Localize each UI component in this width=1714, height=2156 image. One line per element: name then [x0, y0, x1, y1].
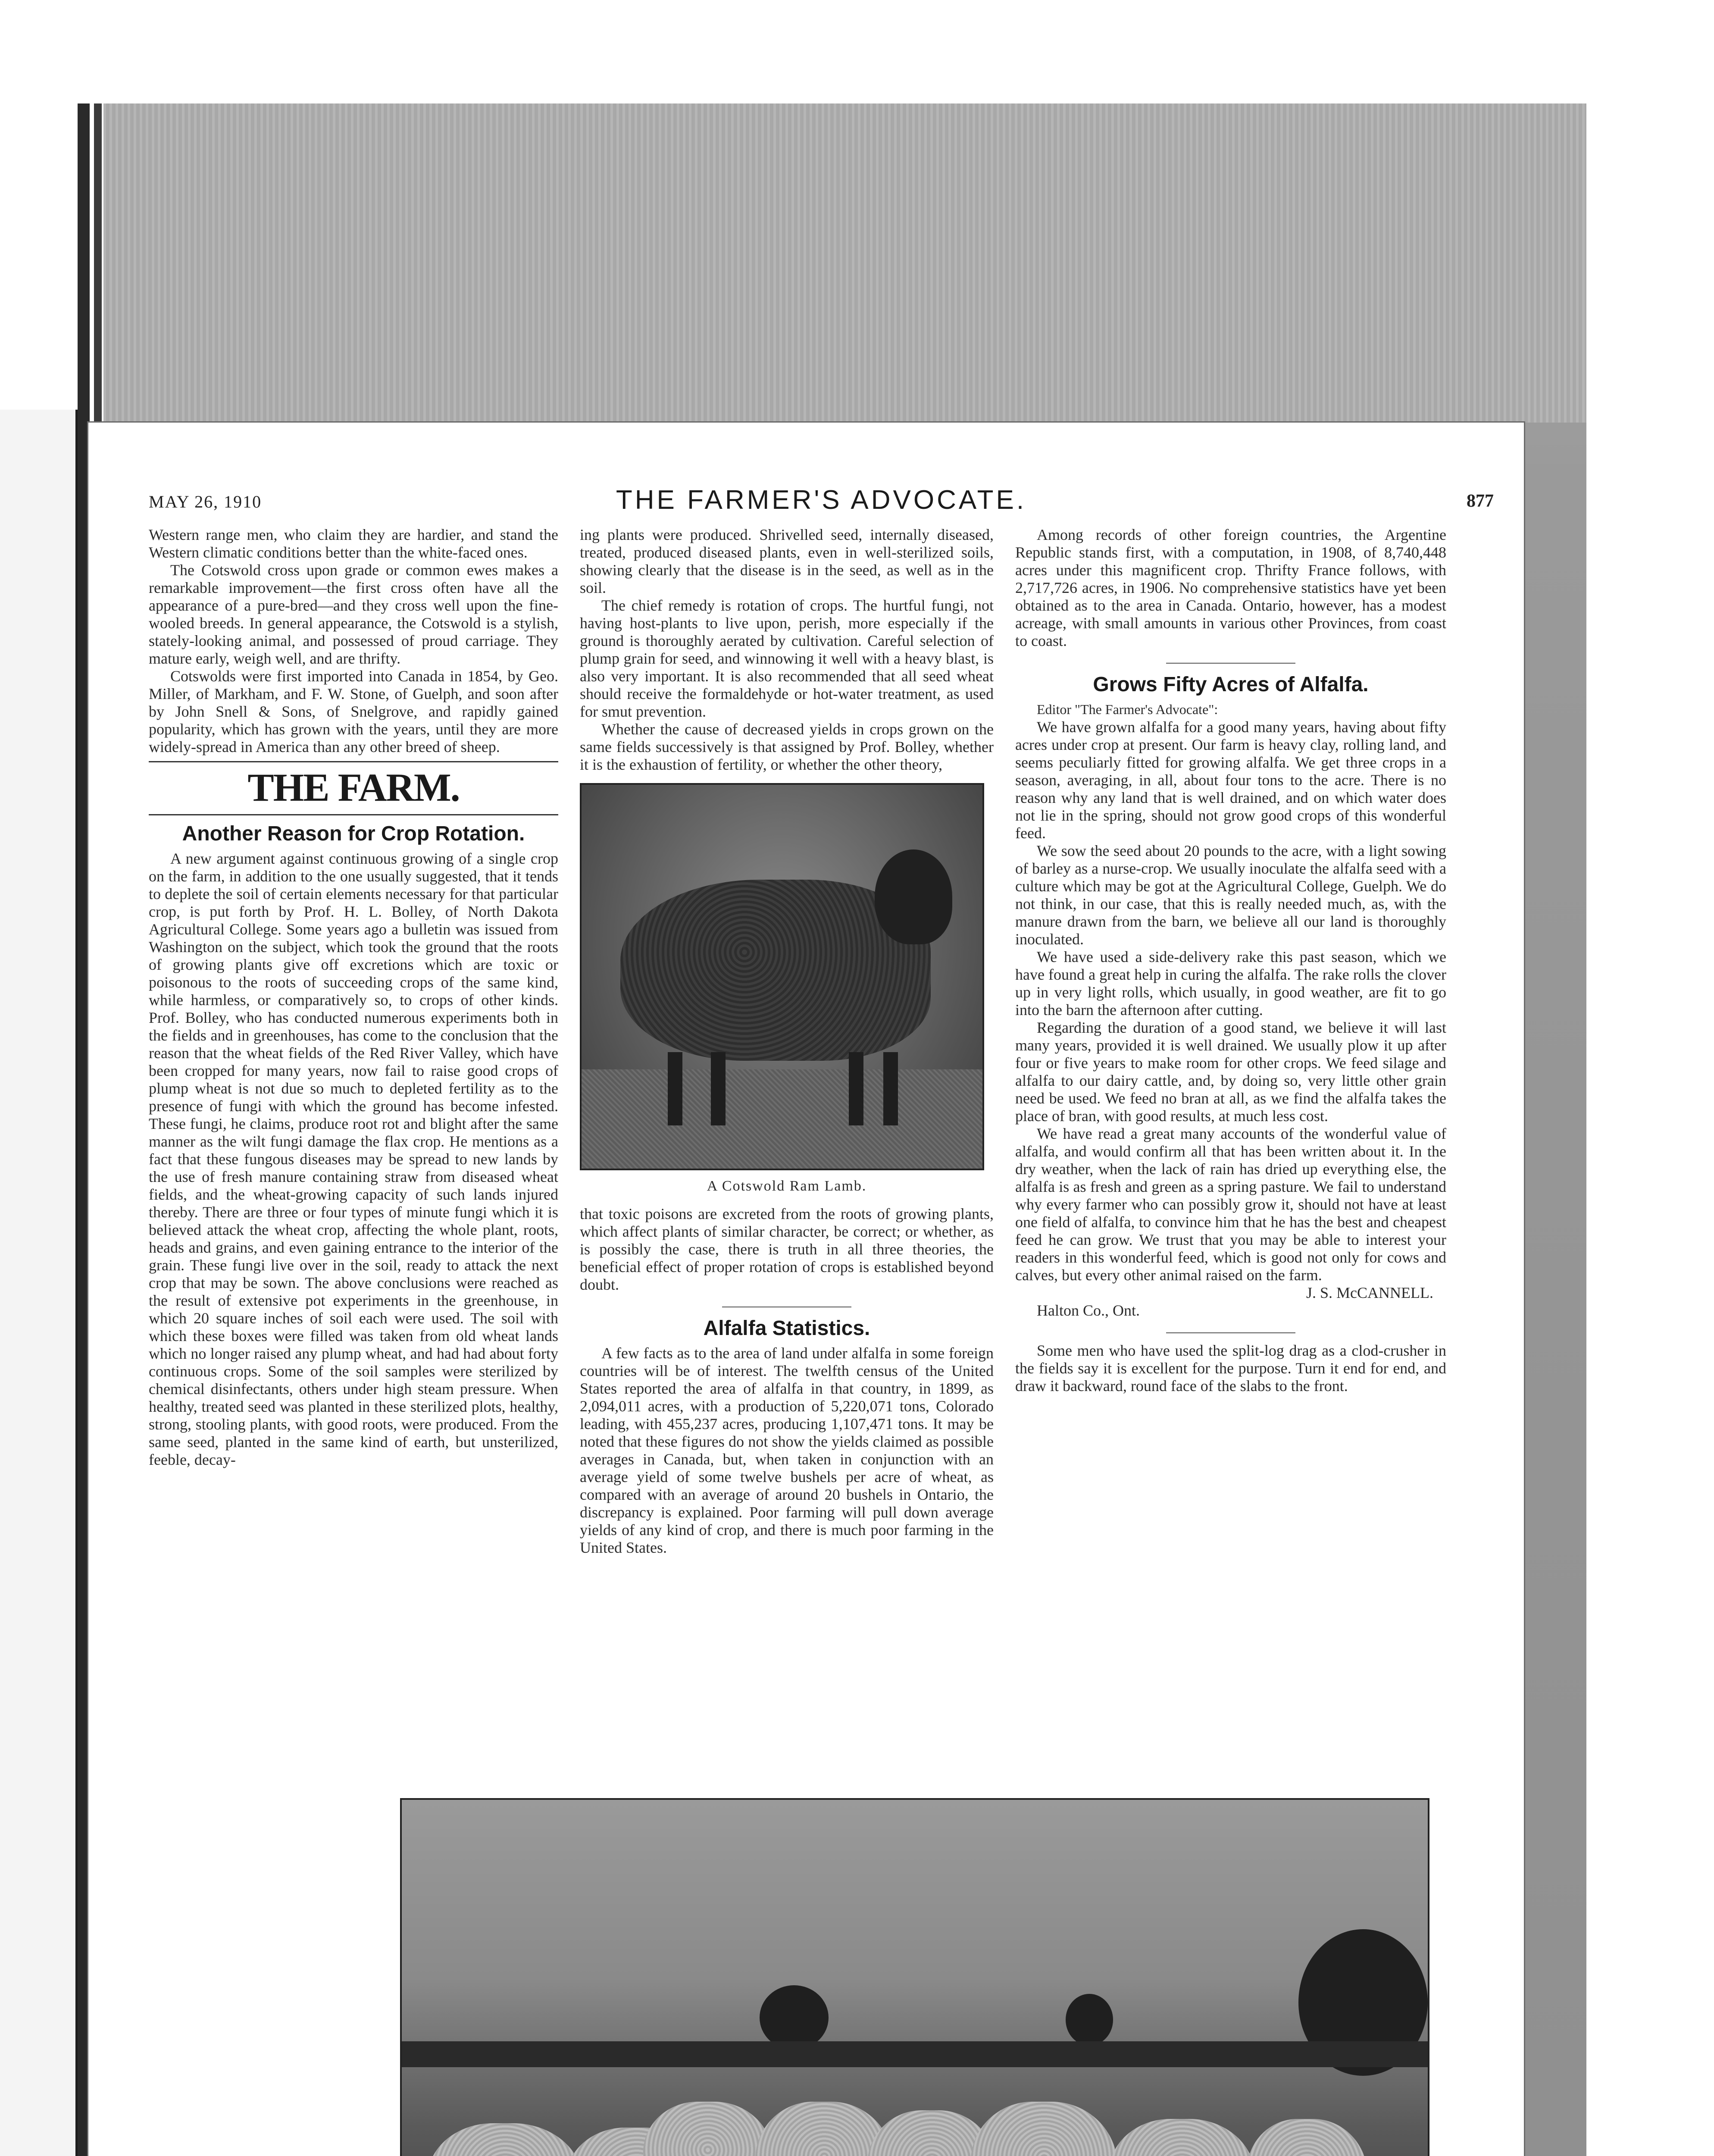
article-title: Alfalfa Statistics. — [703, 1317, 870, 1340]
article-title: Another Reason for Crop Rotation. — [182, 822, 525, 845]
photo-ground — [582, 1069, 982, 1169]
cotswold-ewes-picture — [400, 1798, 1429, 2156]
paragraph: Among records of other foreign countries, the Argentine Republic stands first, with a computation, in 1908, of 8,740,448 acres under this magnificent crop. Thrifty France follows, with 2,717,726 acres, in 1906. No comprehensive statistics have yet been obtained as to the area in Canada. Ontario, however, has a modest acreage, with small amounts in various other Provinces, from coast to coast. — [1015, 526, 1446, 649]
paragraph: We have grown alfalfa for a good many years, having about fifty acres under crop at present. Our farm is heavy clay, rolling land, and seems peculiarly fitted for growing alfalfa. We get three crops in a season, averaging, in all, about four tons to the acre. There is no reason why any land that is well drained, and on which water does not lie in the spring, should not grow good crops of this wonderful feed. — [1015, 718, 1446, 842]
tree — [760, 1985, 829, 2050]
ewes-figure — [400, 1798, 1426, 2156]
ram-leg — [883, 1052, 898, 1125]
ram-leg — [668, 1052, 682, 1125]
paragraph: The chief remedy is rotation of crops. The hurtful fungi, not having host-plants to live upon, perish, more especially if the ground is thoroughly aerated by cultivation. Careful selection of plump grain for seed, and winnowing it well with a heavy blast, is also very important. It is also recommended that all seed wheat should receive the formaldehyde or hot-water treatment, as used for smut prevention. — [580, 597, 994, 720]
running-head — [149, 487, 1494, 517]
section-rule — [149, 814, 558, 815]
facing-page-edge — [0, 410, 75, 2156]
signature-name: J. S. McCANNELL. — [1306, 1284, 1433, 1301]
publication-title: THE FARMER'S ADVOCATE. — [616, 485, 1027, 515]
paragraph: Whether the cause of decreased yields in crops grown on the same fields successively is that assigned by Prof. Bolley, whether it is the exhaustion of fertility, or whether the other theory, — [580, 721, 994, 773]
column-1 — [149, 526, 558, 1469]
page-number: 877 — [1467, 491, 1494, 511]
tree — [1066, 1994, 1113, 2046]
ram-leg — [849, 1052, 863, 1125]
signature-place: Halton Co., Ont. — [1037, 1302, 1140, 1319]
hedge — [402, 2041, 1428, 2067]
sheep — [1247, 2119, 1367, 2156]
issue-date: MAY 26, 1910 — [149, 492, 262, 511]
column-2 — [580, 526, 994, 1557]
article-divider — [1166, 663, 1295, 664]
sheep — [428, 2123, 583, 2156]
paragraph: that toxic poisons are excreted from the roots of growing plants, which affect plants of similar character, be correct; or whether, as is possibly the case, there is truth in all three theories, the beneficial effect of proper rotation of crops is established beyond doubt. — [580, 1205, 994, 1293]
article-title: Grows Fifty Acres of Alfalfa. — [1093, 673, 1369, 696]
scanner-top-area — [103, 103, 1586, 423]
paragraph: We sow the seed about 20 pounds to the acre, with a light sowing of barley as a nurse-crop. We usually inoculate the alfalfa seed with a culture which may be got at the Agricultural College, Guelph. We do not think, in our case, that this is really needed much, as, with the manure drawn from the barn, we believe all our land is thoroughly inoculated. — [1015, 842, 1446, 948]
ram-lamb-photo — [580, 783, 984, 1170]
column-3 — [1015, 526, 1446, 1395]
paragraph: Cotswolds were first imported into Canada in 1854, by Geo. Miller, of Markham, and F. W. Stone, of Guelph, and soon after by John Snell & Sons, of Snelgrove, and rapidly gained popularity, which has grown with the years, until they are more widely-spread in America than any other breed of sheep. — [149, 667, 558, 755]
paragraph: A new argument against continuous growing of a single crop on the farm, in addition to the one usually suggested, that it tends to deplete the soil of certain elements necessary for that particular crop, is put forth by Prof. H. L. Bolley, of North Dakota Agricultural College. Some years ago a bulletin was issued from Washington on the subject, which took the ground that the roots of growing plants give off excretions which are toxic or poisonous to the roots of succeeding crops of the same kind, while harmless, or comparatively so, to crops of other kinds. Prof. Bolley, who has conducted numerous experiments both in the fields and in greenhouses, has come to the conclusion that the reason that the wheat fields of the Red River Valley, which have been cropped for many years, now fail to raise good crops of plump wheat is not due so much to depleted fertility as to the presence of fungi with which the ground has become infested. These fungi, he claims, produce root rot and blight after the same manner as the wilt fungi damage the flax crop. He mentions as a fact that these fungous diseases may be spread to new lands by the use of fresh manure containing straw from diseased wheat fields, and the wheat-growing capacity of such lands injured thereby. There are three or four types of minute fungi which it is believed attack the wheat crop, affecting the whole plant, roots, heads and grains, and even gaining entrance to the interior of the grain. These fungi live over in the soil, ready to attack the next crop that may be sown. The above conclusions were reached as the result of extensive pot experiments in the greenhouse, in which 20 square inches of soil each were used. The soil with which these boxes were filled was taken from old wheat lands which no longer raised any plump wheat, and had had about forty continuous crops. Some of the soil samples were sterilized by chemical disinfectants, others under high steam pressure. When healthy, treated seed was planted in these sterilized plots, healthy, strong, stooling plants, with good roots, were produced. From the same seed, planted in the same kind of earth, but unsterilized, feeble, decay- — [149, 850, 558, 1468]
paragraph: Some men who have used the split-log drag as a clod-crusher in the fields say it is excellent for the purpose. Turn it end for end, and draw it backward, round face of the slabs to the front. — [1015, 1342, 1446, 1395]
editor-salutation: Editor "The Farmer's Advocate": — [1037, 702, 1218, 717]
scan-edge-bar — [78, 103, 90, 2156]
paragraph: ing plants were produced. Shrivelled seed, internally diseased, treated, produced diseased plants, even in well-sterilized soils, showing clearly that the disease is in the seed, as well as in the soil. — [580, 526, 994, 596]
paragraph: We have read a great many accounts of the wonderful value of alfalfa, and would confirm all that has been written about it. In the dry weather, when the lack of rain has dried up everything else, the alfalfa is as fresh and green as a spring pasture. We fail to understand why every farmer who can possibly grow it, should not have at least one field of alfalfa, to convince him that he has the best and cheapest feed he can grow. We trust that you may be able to interest your readers in this wonderful feed, which is good not only for cows and calves, but every other animal raised on the farm. — [1015, 1125, 1446, 1284]
paragraph: A few facts as to the area of land under alfalfa in some foreign countries will be of interest. The twelfth census of the United States reported the area of alfalfa in that country, in 1899, as 2,094,011 acres, with a production of 5,220,071 tons, Colorado leading, with 455,237 acres, producing 1,107,471 tons. It may be noted that these figures do not show the yields claimed as possible averages in Canada, but, when taken in conjunction with an average yield of some twelve bushels per acre of wheat, as compared with an average of around 20 bushels in Ontario, the discrepancy is explained. Poor farming will pull down average yields of any kind of crop, and there is much poor farming in the United States. — [580, 1344, 994, 1556]
photo-caption: A Cotswold Ram Lamb. — [707, 1178, 867, 1194]
ram-leg — [711, 1052, 726, 1125]
ram-head — [875, 849, 952, 944]
sheep — [643, 2102, 773, 2156]
paragraph: The Cotswold cross upon grade or common ewes makes a remarkable improvement—the first cross often have all the appearance of a pure-bred—and they cross well upon the fine-wooled breeds. In general appearance, the Cotswold is a stylish, stately-looking animal, and possessed of proud carriage. They mature early, weigh well, and are thrifty. — [149, 561, 558, 667]
newspaper-page — [88, 423, 1524, 2156]
section-heading: THE FARM. — [247, 765, 460, 809]
paragraph: Regarding the duration of a good stand, we believe it will last many years, provided it is well drained. We usually plow it up after four or five years to make room for other crops. We feed silage and alfalfa to our dairy cattle, and, by doing so, very little other grain need be used. We feed no bran at all, as we find the alfalfa takes the place of bran, with good results, at much less cost. — [1015, 1019, 1446, 1125]
paragraph: We have used a side-delivery rake this past season, which we have found a great help in curing the alfalfa. The rake rolls the clover up in very light rolls, which usually, in good weather, are fit to go into the barn the afternoon after cutting. — [1015, 948, 1446, 1018]
section-rule — [149, 761, 558, 762]
paragraph: Western range men, who claim they are hardier, and stand the Western climatic conditions better than the white-faced ones. — [149, 526, 558, 561]
sheep — [1109, 2119, 1255, 2156]
sheep — [971, 2102, 1117, 2156]
article-divider — [1166, 1332, 1295, 1333]
